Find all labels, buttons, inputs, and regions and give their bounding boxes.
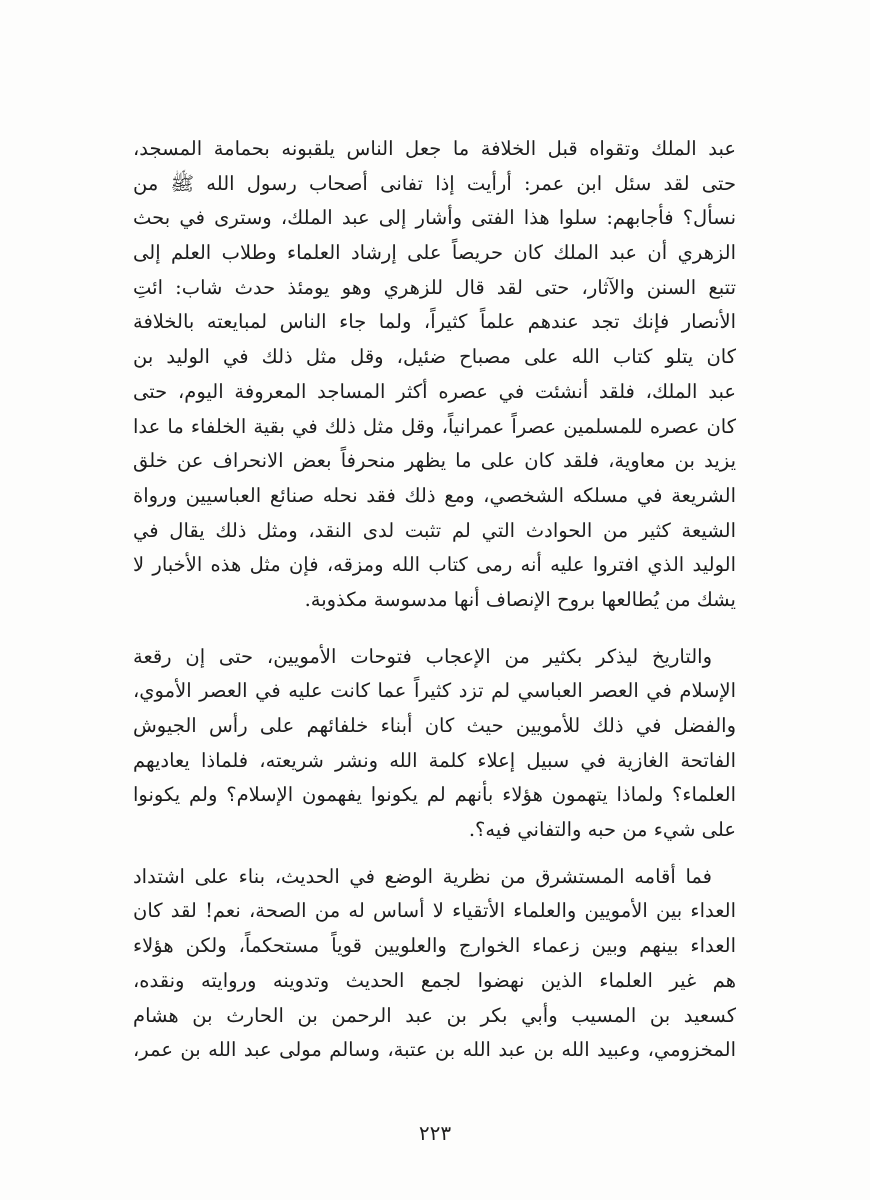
paragraph-spacer [133,848,736,860]
text-line: حتى لقد سئل ابن عمر: أرأيت إذا تفانى أصحاب رسول الله ﷺ من [133,171,736,195]
paragraph-1 [133,132,736,618]
text-line: الزهري أن عبد الملك كان حريصاً على إرشاد العلماء وطلاب العلم إلى [133,241,736,265]
text-line: العلماء؟ ولماذا يتهمون هؤلاء بأنهم لم يكونوا يفهمون الإسلام؟ ولم يكونوا [133,783,736,807]
paragraph-3 [133,860,736,1068]
text-line: والفضل في ذلك للأمويين حيث كان أبناء خلفائهم على رأس الجيوش [133,714,736,737]
text-line: هم غير العلماء الذين نهضوا لجمع الحديث وتدوينه وروايته ونقده، [133,968,736,992]
text-line: تتبع السنن والآثار، حتى لقد قال للزهري وهو يومئذ حدث شاب: ائتِ [133,275,736,299]
text-line: يشك من يُطالعها بروح الإنصاف أنها مدسوسة مكذوبة. [304,587,736,611]
paragraph-spacer [133,618,736,640]
text-line: العداء بينهم وبين زعماء الخوارج والعلويين قوياً مستحكماً، ولكن هؤلاء [133,934,736,958]
text-line: الشريعة في مسلكه الشخصي، ومع ذلك فقد نحله صنائع العباسيين ورواة [133,483,736,507]
text-line: والتاريخ ليذكر بكثير من الإعجاب فتوحات الأمويين، حتى إن رقعة [133,644,712,668]
text-line: الأنصار فإنك تجد عندهم علماً كثيراً، ولما جاء الناس لمبايعته بالخلافة [133,310,736,334]
paragraph-2 [133,640,736,848]
text-line: فما أقامه المستشرق من نظرية الوضع في الحديث، بناء على اشتداد [133,864,712,888]
text-line: المخزومي، وعبيد الله بن عبد الله بن عتبة، وسالم مولى عبد الله بن عمر، [133,1038,736,1062]
page-number: ٢٢٣ [418,1121,452,1145]
text-line: عبد الملك وتقواه قبل الخلافة ما جعل الناس يلقبونه بحمامة المسجد، [133,137,736,160]
text-line: على شيء من حبه والتفاني فيه؟. [468,818,736,842]
text-line: كان يتلو كتاب الله على مصباح ضئيل، وقل مثل ذلك في الوليد بن [133,345,736,369]
text-line: الإسلام في العصر العباسي لم تزد كثيراً عما كانت عليه في العصر الأموي، [133,679,736,703]
text-line: كسعيد بن المسيب وأبي بكر بن عبد الرحمن بن الحارث بن هشام [133,1003,736,1027]
text-line: الشيعة كثير من الحوادث التي لم تثبت لدى النقد، ومثل ذلك يقال في [133,518,736,542]
text-line: عبد الملك، فلقد أنشئت في عصره أكثر المساجد المعروفة اليوم، حتى [133,379,736,403]
body-text [133,132,736,1068]
text-line: كان عصره للمسلمين عصراً عمرانياً، وقل مثل ذلك في بقية الخلفاء ما عدا [133,414,736,438]
text-line: الوليد الذي افتروا عليه أنه رمى كتاب الله ومزقه، فإن مثل هذه الأخبار لا [133,553,736,577]
text-line: نسأل؟ فأجابهم: سلوا هذا الفتى وأشار إلى عبد الملك، وسترى في بحث [133,206,736,230]
text-line: يزيد بن معاوية، فلقد كان على ما يظهر منحرفاً بعض الانحراف عن خلق [133,449,736,473]
text-line: العداء بين الأمويين والعلماء الأتقياء لا أساس له من الصحة، نعم! لقد كان [133,899,736,923]
text-line: الفاتحة الغازية في سبيل إعلاء كلمة الله ونشر شريعته، فلماذا يعاديهم [133,748,736,772]
